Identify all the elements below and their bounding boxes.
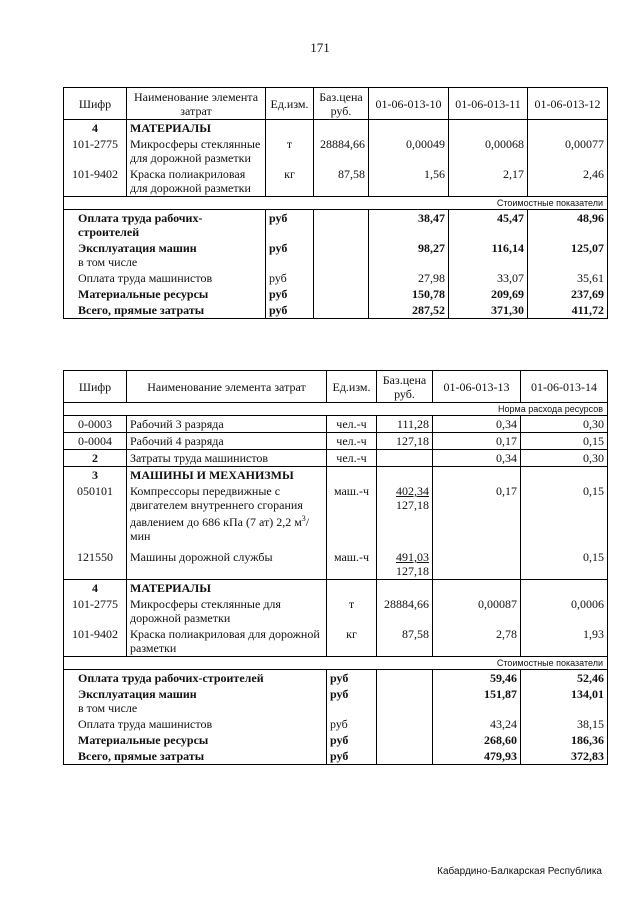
header-col2: 01-06-013-14 bbox=[521, 371, 608, 403]
header-unit: Ед.изм. bbox=[266, 88, 314, 120]
cost-value: 59,46 bbox=[433, 670, 521, 687]
row-code: 101-2775 bbox=[64, 136, 127, 166]
cost-row bbox=[64, 748, 608, 765]
resource-table-1 bbox=[63, 87, 608, 319]
cost-value: 125,07 bbox=[528, 240, 608, 270]
cost-row bbox=[64, 210, 608, 241]
row-value: 0,15 bbox=[521, 544, 608, 580]
cost-value: 372,83 bbox=[521, 748, 608, 765]
header-price: Баз.цена руб. bbox=[314, 88, 369, 120]
row-value: 0,0006 bbox=[521, 596, 608, 626]
cost-value: 411,72 bbox=[528, 302, 608, 319]
page-number: 171 bbox=[310, 40, 330, 55]
cost-row bbox=[64, 302, 608, 319]
cost-row bbox=[64, 270, 608, 286]
row-price: 87,58 bbox=[377, 626, 433, 657]
cost-value: 48,96 bbox=[528, 210, 608, 241]
header-col2: 01-06-013-11 bbox=[449, 88, 528, 120]
row-code: 101-2775 bbox=[64, 596, 127, 626]
row-value: 0,17 bbox=[433, 483, 521, 544]
cost-unit: руб bbox=[266, 286, 314, 302]
header-unit: Ед.изм. bbox=[327, 371, 377, 403]
table-row bbox=[64, 136, 608, 166]
cost-value: 27,98 bbox=[369, 270, 449, 286]
header-code: Шифр bbox=[64, 88, 127, 120]
row-unit: т bbox=[266, 136, 314, 166]
cost-unit: руб bbox=[266, 270, 314, 286]
cost-unit: руб bbox=[327, 686, 377, 716]
norm-label-row bbox=[64, 403, 608, 416]
row-value: 0,34 bbox=[433, 450, 521, 467]
cost-value: 237,69 bbox=[528, 286, 608, 302]
row-code: 101-9402 bbox=[64, 626, 127, 657]
cost-name: Материальные ресурсы bbox=[64, 732, 327, 748]
table-header-row bbox=[64, 371, 608, 403]
cost-value: 287,52 bbox=[369, 302, 449, 319]
row-value: 2,78 bbox=[433, 626, 521, 657]
section-title: МАШИНЫ И МЕХАНИЗМЫ bbox=[127, 467, 327, 484]
cost-value: 186,36 bbox=[521, 732, 608, 748]
section-row bbox=[64, 467, 608, 484]
cost-value: 52,46 bbox=[521, 670, 608, 687]
section-row bbox=[64, 580, 608, 597]
table-row bbox=[64, 433, 608, 450]
row-code: 121550 bbox=[64, 544, 127, 580]
cost-unit: руб bbox=[327, 748, 377, 765]
cost-name: Эксплуатация машин в том числе bbox=[64, 240, 266, 270]
row-name: Микросферы стеклянные для дорожной разметки bbox=[127, 596, 327, 626]
table-row bbox=[64, 450, 608, 467]
cost-name: Всего, прямые затраты bbox=[64, 302, 266, 319]
cost-name: Всего, прямые затраты bbox=[64, 748, 327, 765]
row-unit: чел.-ч bbox=[327, 450, 377, 467]
table-row bbox=[64, 544, 608, 580]
cost-name: Материальные ресурсы bbox=[64, 286, 266, 302]
cost-label-row bbox=[64, 197, 608, 210]
row-value: 0,00077 bbox=[528, 136, 608, 166]
row-price: 28884,66 bbox=[314, 136, 369, 166]
table-row bbox=[64, 483, 608, 544]
row-code: 0-0004 bbox=[64, 433, 127, 450]
cost-name: Эксплуатация машин в том числе bbox=[64, 686, 327, 716]
row-unit: маш.-ч bbox=[327, 483, 377, 544]
row-price: 28884,66 bbox=[377, 596, 433, 626]
row-unit: кг bbox=[266, 166, 314, 197]
row-unit: маш.-ч bbox=[327, 544, 377, 580]
row-value: 0,34 bbox=[433, 416, 521, 433]
section-number: 4 bbox=[64, 580, 127, 597]
header-name: Наименование элемента затрат bbox=[127, 371, 327, 403]
cost-unit: руб bbox=[327, 716, 377, 732]
cost-name: Оплата труда машинистов bbox=[64, 270, 266, 286]
row-price: 402,34 127,18 bbox=[377, 483, 433, 544]
cost-label: Стоимостные показатели bbox=[64, 657, 608, 670]
cost-unit: руб bbox=[327, 670, 377, 687]
cost-name: Оплата труда рабочих-строителей bbox=[64, 670, 327, 687]
row-value: 0,17 bbox=[433, 433, 521, 450]
header-col1: 01-06-013-13 bbox=[433, 371, 521, 403]
row-name: Краска полиакриловая для дорожной разметки bbox=[127, 166, 266, 197]
section-row bbox=[64, 120, 608, 137]
cost-unit: руб bbox=[327, 732, 377, 748]
row-value: 0,00087 bbox=[433, 596, 521, 626]
cost-row bbox=[64, 716, 608, 732]
row-value: 0,00049 bbox=[369, 136, 449, 166]
row-unit: чел.-ч bbox=[327, 416, 377, 433]
norm-label: Норма расхода ресурсов bbox=[64, 403, 608, 416]
cost-label-row bbox=[64, 657, 608, 670]
cost-row bbox=[64, 732, 608, 748]
row-code: 0-0003 bbox=[64, 416, 127, 433]
cost-value: 268,60 bbox=[433, 732, 521, 748]
row-name: Компрессоры передвижные с двигателем внутреннего сгорания давлением до 686 кПа (7 ат) 2,2 $м^3$/мин bbox=[127, 483, 327, 544]
section-title: МАТЕРИАЛЫ bbox=[127, 120, 266, 137]
table-row bbox=[64, 626, 608, 657]
cost-value: 33,07 bbox=[449, 270, 528, 286]
row-name: Машины дорожной службы bbox=[127, 544, 327, 580]
cost-value: 45,47 bbox=[449, 210, 528, 241]
cost-value: 98,27 bbox=[369, 240, 449, 270]
cost-value: 43,24 bbox=[433, 716, 521, 732]
row-code: 101-9402 bbox=[64, 166, 127, 197]
row-code: 2 bbox=[64, 450, 127, 467]
row-value bbox=[433, 544, 521, 580]
row-name: Рабочий 3 разряда bbox=[127, 416, 327, 433]
row-value: 1,93 bbox=[521, 626, 608, 657]
header-name: Наименование элемента затрат bbox=[127, 88, 266, 120]
table-row bbox=[64, 416, 608, 433]
row-price: 491,03 127,18 bbox=[377, 544, 433, 580]
row-value: 0,30 bbox=[521, 450, 608, 467]
header-col3: 01-06-013-12 bbox=[528, 88, 608, 120]
cost-unit: руб bbox=[266, 210, 314, 241]
cost-row bbox=[64, 686, 608, 716]
cost-value: 134,01 bbox=[521, 686, 608, 716]
cost-value: 35,61 bbox=[528, 270, 608, 286]
row-price: 87,58 bbox=[314, 166, 369, 197]
cost-name: Оплата труда рабочих-строителей bbox=[64, 210, 266, 241]
section-number: 3 bbox=[64, 467, 127, 484]
row-unit: кг bbox=[327, 626, 377, 657]
cost-value: 150,78 bbox=[369, 286, 449, 302]
cost-value: 151,87 bbox=[433, 686, 521, 716]
cost-value: 38,47 bbox=[369, 210, 449, 241]
row-price: 111,28 bbox=[377, 416, 433, 433]
row-name: Краска полиакриловая для дорожной разметки bbox=[127, 626, 327, 657]
cost-value: 38,15 bbox=[521, 716, 608, 732]
header-price: Баз.цена руб. bbox=[377, 371, 433, 403]
header-code: Шифр bbox=[64, 371, 127, 403]
row-value: 0,15 bbox=[521, 433, 608, 450]
section-title: МАТЕРИАЛЫ bbox=[127, 580, 327, 597]
row-value: 0,15 bbox=[521, 483, 608, 544]
section-number: 4 bbox=[64, 120, 127, 137]
cost-value: 371,30 bbox=[449, 302, 528, 319]
row-name: Рабочий 4 разряда bbox=[127, 433, 327, 450]
row-name: Затраты труда машинистов bbox=[127, 450, 327, 467]
table-row bbox=[64, 596, 608, 626]
incl-label: в том числе bbox=[78, 255, 138, 269]
table-header-row bbox=[64, 88, 608, 120]
cost-value: 209,69 bbox=[449, 286, 528, 302]
row-code: 050101 bbox=[64, 483, 127, 544]
row-value: 2,46 bbox=[528, 166, 608, 197]
cost-value: 116,14 bbox=[449, 240, 528, 270]
row-value: 2,17 bbox=[449, 166, 528, 197]
row-unit: чел.-ч bbox=[327, 433, 377, 450]
cost-row bbox=[64, 286, 608, 302]
row-unit: т bbox=[327, 596, 377, 626]
row-value: 1,56 bbox=[369, 166, 449, 197]
footer-region: Кабардино-Балкарская Республика bbox=[437, 866, 602, 877]
row-value: 0,30 bbox=[521, 416, 608, 433]
row-value: 0,00068 bbox=[449, 136, 528, 166]
incl-label: в том числе bbox=[78, 701, 138, 715]
row-price: 127,18 bbox=[377, 433, 433, 450]
resource-table-2 bbox=[63, 370, 608, 765]
cost-name: Оплата труда машинистов bbox=[64, 716, 327, 732]
cost-row bbox=[64, 240, 608, 270]
cost-label: Стоимостные показатели bbox=[64, 197, 608, 210]
cost-value: 479,93 bbox=[433, 748, 521, 765]
header-col1: 01-06-013-10 bbox=[369, 88, 449, 120]
row-name: Микросферы стеклянные для дорожной разметки bbox=[127, 136, 266, 166]
cost-unit: руб bbox=[266, 240, 314, 270]
cost-unit: руб bbox=[266, 302, 314, 319]
cost-row bbox=[64, 670, 608, 687]
table-row bbox=[64, 166, 608, 197]
